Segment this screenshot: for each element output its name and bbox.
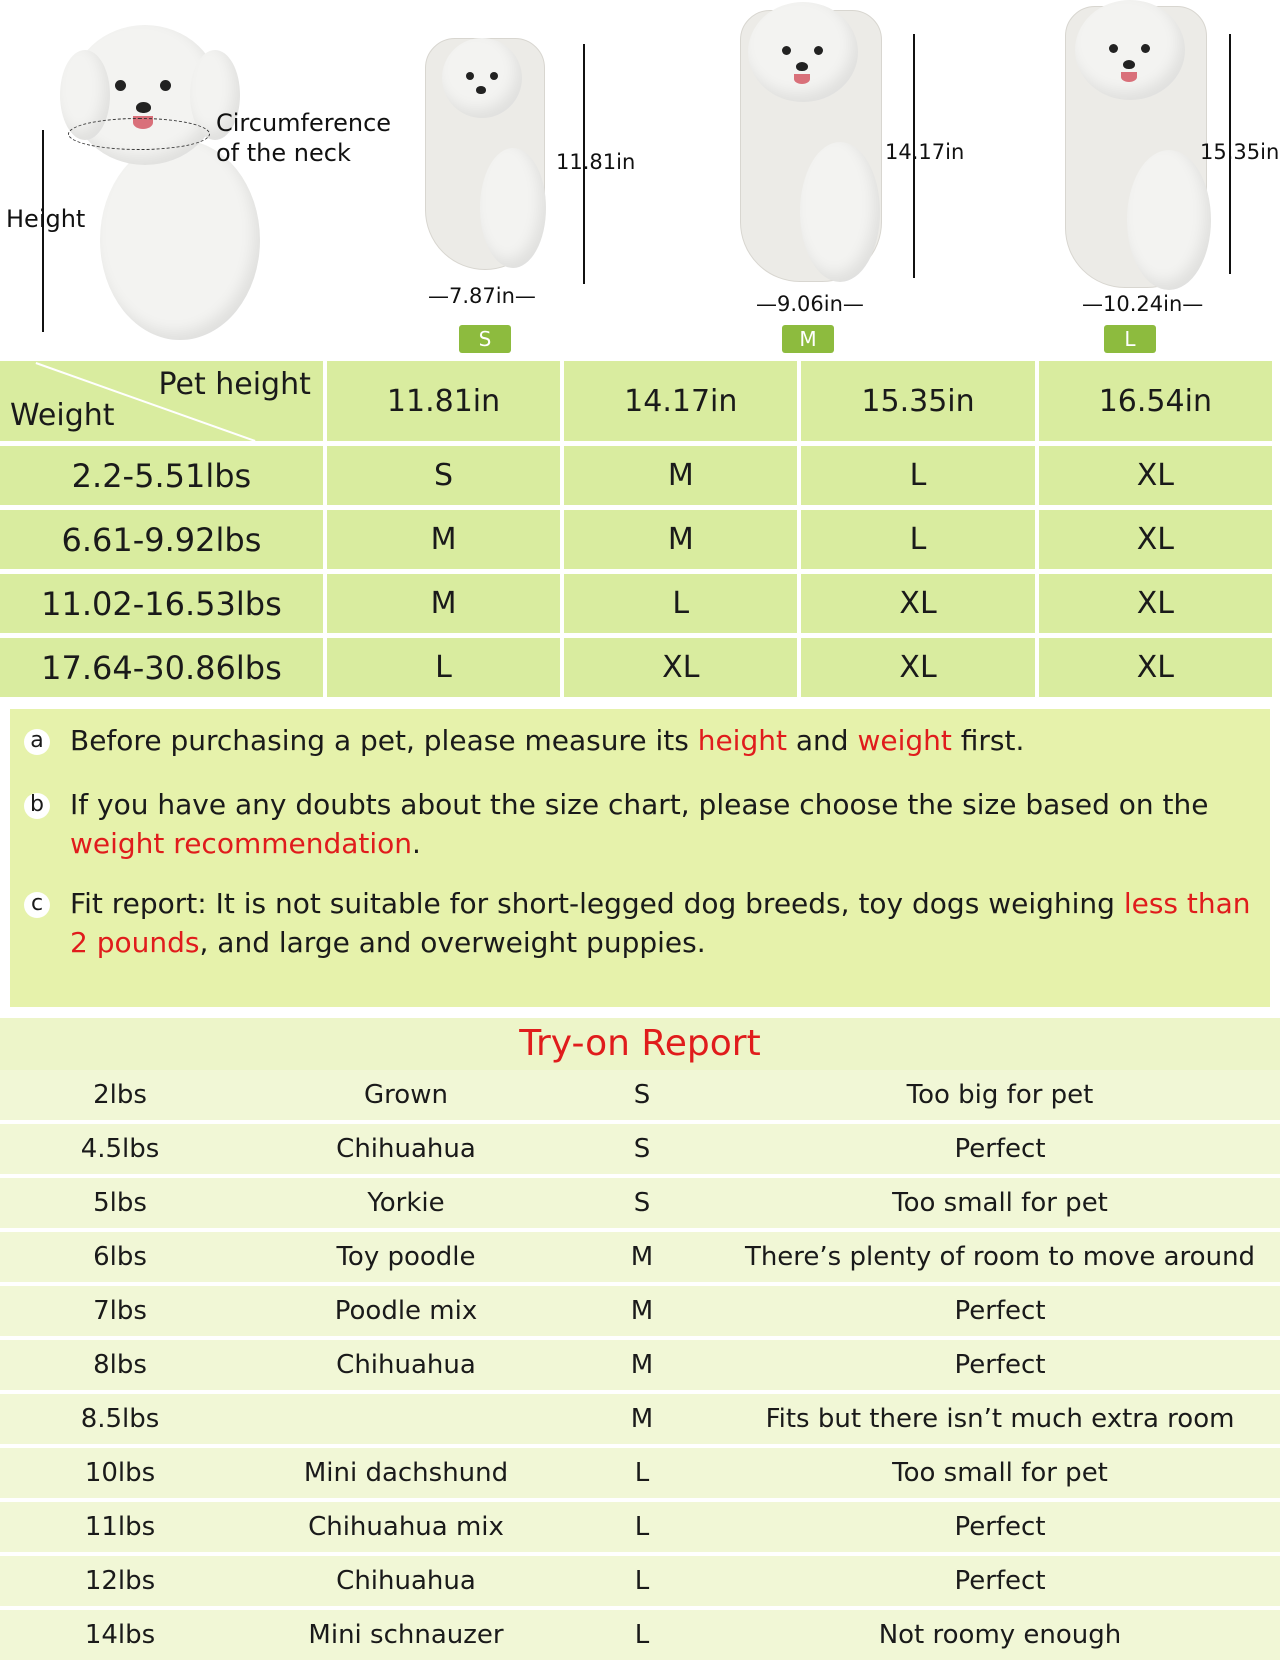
size-chart-table <box>0 356 1276 702</box>
report-weight: 11lbs <box>84 1512 156 1542</box>
report-weight: 2lbs <box>93 1080 147 1110</box>
size-cell: M <box>327 510 560 569</box>
dog-in-carrier-m <box>730 2 890 292</box>
size-chart-corner <box>0 361 323 441</box>
report-result: Fits but there isn’t much extra room <box>765 1404 1235 1434</box>
report-row <box>0 1178 1280 1228</box>
size-chart-row <box>0 574 1272 633</box>
size-chart-header-row <box>0 361 1272 441</box>
report-weight: 7lbs <box>93 1296 147 1326</box>
size-cell: L <box>564 574 797 633</box>
report-result: Perfect <box>954 1566 1046 1596</box>
carrier-s-width: —7.87in— <box>428 284 536 308</box>
size-illustration <box>0 0 1280 356</box>
height-callout: Height <box>6 205 86 233</box>
report-row <box>0 1286 1280 1336</box>
size-cell: S <box>327 446 560 505</box>
note-highlight: weight <box>857 724 952 757</box>
size-cell: XL <box>1039 510 1272 569</box>
report-row <box>0 1124 1280 1174</box>
report-size: S <box>633 1134 651 1164</box>
report-size: L <box>634 1566 650 1596</box>
report-row <box>0 1502 1280 1552</box>
note-b <box>24 785 1270 863</box>
note-letter-icon: a <box>24 729 50 755</box>
report-breed: Chihuahua <box>336 1134 476 1164</box>
report-result: Perfect <box>954 1296 1046 1326</box>
note-text: and <box>786 724 858 757</box>
height-header: 11.81in <box>327 361 560 441</box>
size-cell: L <box>327 638 560 697</box>
report-result: Perfect <box>954 1350 1046 1380</box>
size-cell: M <box>564 510 797 569</box>
report-breed: Mini schnauzer <box>308 1620 504 1650</box>
size-chart-row <box>0 510 1272 569</box>
note-text: . <box>412 827 421 860</box>
size-tag-s: S <box>459 325 511 353</box>
weight-range: 2.2-5.51lbs <box>0 446 323 505</box>
report-breed: Chihuahua mix <box>308 1512 504 1542</box>
note-text: If you have any doubts about the size chart, please choose the size based on the <box>70 788 1209 821</box>
carrier-l-height: 15.35in <box>1200 140 1280 164</box>
report-breed: Poodle mix <box>334 1296 478 1326</box>
note-a-text <box>70 721 1024 760</box>
report-weight: 6lbs <box>93 1242 147 1272</box>
size-tag-m: M <box>782 325 834 353</box>
report-result: Perfect <box>954 1134 1046 1164</box>
report-row <box>0 1448 1280 1498</box>
report-result: Perfect <box>954 1512 1046 1542</box>
dog-in-carrier-s <box>420 38 550 268</box>
size-cell: XL <box>1039 446 1272 505</box>
report-size: S <box>633 1188 651 1218</box>
size-cell: XL <box>1039 574 1272 633</box>
report-size: S <box>633 1080 651 1110</box>
report-row <box>0 1610 1280 1660</box>
report-result: Not roomy enough <box>878 1620 1122 1650</box>
note-a <box>24 721 1024 760</box>
size-cell: M <box>564 446 797 505</box>
report-breed: Mini dachshund <box>303 1458 509 1488</box>
report-size: M <box>630 1296 654 1326</box>
note-b-text <box>70 785 1270 863</box>
note-text: first. <box>951 724 1025 757</box>
carrier-l-width: —10.24in— <box>1082 292 1204 316</box>
weight-range: 11.02-16.53lbs <box>0 574 323 633</box>
note-text: Before purchasing a pet, please measure its <box>70 724 698 757</box>
report-weight: 14lbs <box>84 1620 156 1650</box>
height-header: 16.54in <box>1039 361 1272 441</box>
carrier-m-height: 14.17in <box>885 140 965 164</box>
report-weight: 5lbs <box>93 1188 147 1218</box>
neck-measure-ring <box>68 118 210 150</box>
report-result: Too small for pet <box>892 1458 1108 1488</box>
size-chart-row <box>0 638 1272 697</box>
size-cell: XL <box>801 574 1034 633</box>
report-size: L <box>634 1458 650 1488</box>
report-weight: 12lbs <box>84 1566 156 1596</box>
report-result: There’s plenty of room to move around <box>744 1242 1256 1272</box>
report-size: M <box>630 1404 654 1434</box>
report-row <box>0 1340 1280 1390</box>
note-c-text <box>70 884 1270 962</box>
report-breed: Chihuahua <box>336 1350 476 1380</box>
report-title: Try-on Report <box>0 1018 1280 1070</box>
carrier-m-width: —9.06in— <box>756 292 864 316</box>
note-c <box>24 884 1270 962</box>
sitting-dog-image <box>60 20 290 340</box>
note-text: Fit report: It is not suitable for short-legged dog breeds, toy dogs weighing <box>70 887 1124 920</box>
size-cell: L <box>801 510 1034 569</box>
carrier-s-height: 11.81in <box>556 150 636 174</box>
report-result: Too big for pet <box>906 1080 1094 1110</box>
size-cell: M <box>327 574 560 633</box>
size-tag-l: L <box>1104 325 1156 353</box>
report-breed: Toy poodle <box>336 1242 476 1272</box>
dog-in-carrier-l <box>1055 0 1220 300</box>
report-weight: 10lbs <box>84 1458 156 1488</box>
report-weight: 8.5lbs <box>80 1404 160 1434</box>
note-text: , and large and overweight puppies. <box>199 926 706 959</box>
size-cell: XL <box>1039 638 1272 697</box>
report-row <box>0 1556 1280 1606</box>
size-cell: L <box>801 446 1034 505</box>
report-breed: Grown <box>364 1080 448 1110</box>
report-size: L <box>634 1620 650 1650</box>
report-row <box>0 1394 1280 1444</box>
report-size: M <box>630 1242 654 1272</box>
neck-callout-line1: Circumference <box>216 109 392 137</box>
report-result: Too small for pet <box>892 1188 1108 1218</box>
report-weight: 8lbs <box>93 1350 147 1380</box>
pet-height-label: Pet height <box>158 367 311 402</box>
weight-range: 17.64-30.86lbs <box>0 638 323 697</box>
size-cell: XL <box>801 638 1034 697</box>
size-chart-row <box>0 446 1272 505</box>
neck-callout-line2: of the neck <box>216 139 351 167</box>
report-weight: 4.5lbs <box>80 1134 160 1164</box>
neck-callout <box>216 108 391 168</box>
weight-label: Weight <box>10 398 115 433</box>
report-size: L <box>634 1512 650 1542</box>
try-on-report-table <box>0 1070 1280 1664</box>
report-row <box>0 1232 1280 1282</box>
size-cell: XL <box>564 638 797 697</box>
weight-range: 6.61-9.92lbs <box>0 510 323 569</box>
purchase-notes <box>10 709 1270 1007</box>
height-header: 15.35in <box>801 361 1034 441</box>
report-breed: Chihuahua <box>336 1566 476 1596</box>
report-size: M <box>630 1350 654 1380</box>
height-header: 14.17in <box>564 361 797 441</box>
note-highlight: weight recommendation <box>70 827 413 860</box>
note-letter-icon: c <box>24 892 50 918</box>
note-highlight: height <box>697 724 787 757</box>
report-breed: Yorkie <box>367 1188 445 1218</box>
note-highlight: less than 2 pounds <box>70 887 1251 959</box>
note-letter-icon: b <box>24 793 50 819</box>
report-row <box>0 1070 1280 1120</box>
